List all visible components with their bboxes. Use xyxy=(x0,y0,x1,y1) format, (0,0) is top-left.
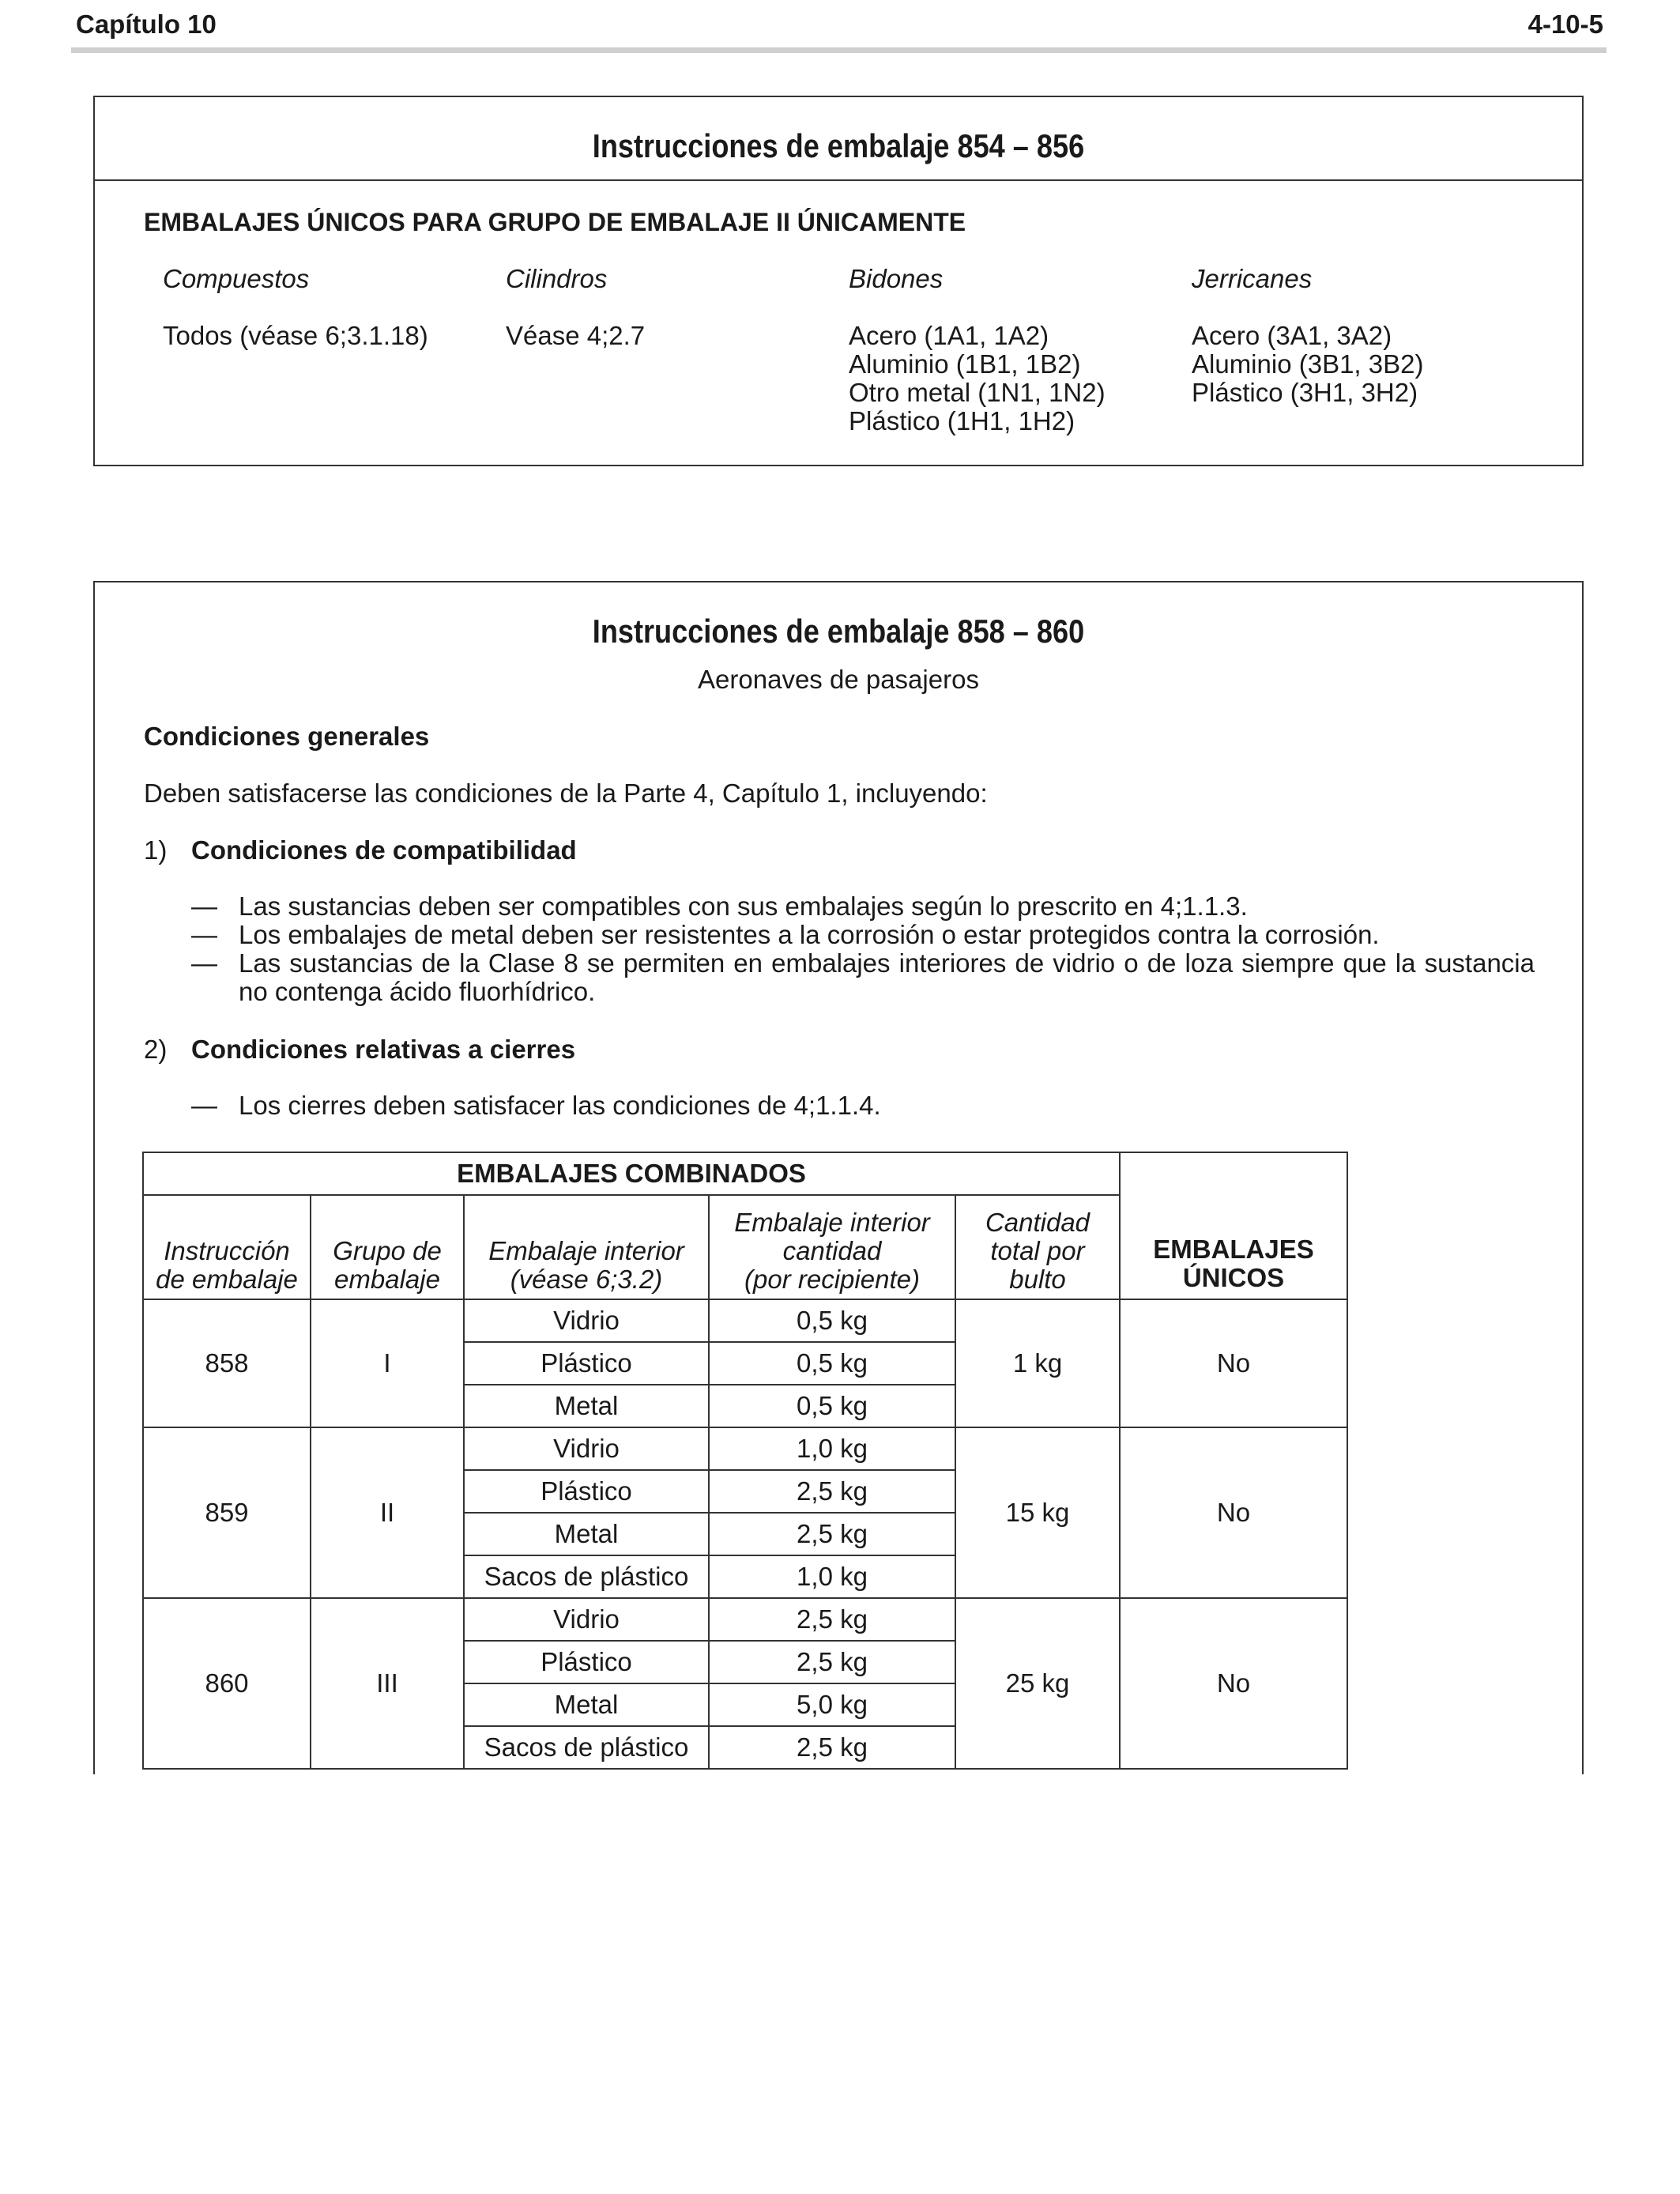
list-item-text: Los cierres deben satisfacer las condiciones de 4;1.1.4. xyxy=(239,1091,881,1120)
cell-inner-qty: 1,0 kg xyxy=(709,1555,955,1598)
cell-instruction: 858 xyxy=(143,1299,311,1427)
cell-inner-type: Plástico xyxy=(464,1641,709,1683)
packaging-column-bidones xyxy=(849,265,1106,435)
column-item: Todos (véase 6;3.1.18) xyxy=(163,321,428,350)
table-row xyxy=(143,1299,1347,1342)
list-item-text: Las sustancias deben ser compatibles con sus embalajes según lo prescrito en 4;1.1.3. xyxy=(239,892,1248,921)
cell-inner-qty: 2,5 kg xyxy=(709,1641,955,1683)
cell-inner-type: Vidrio xyxy=(464,1598,709,1641)
cell-inner-qty: 0,5 kg xyxy=(709,1385,955,1427)
cell-inner-type: Metal xyxy=(464,1513,709,1555)
cell-inner-type: Plástico xyxy=(464,1470,709,1513)
cell-inner-qty: 0,5 kg xyxy=(709,1342,955,1385)
cell-group: I xyxy=(311,1299,464,1427)
column-item: Plástico (1H1, 1H2) xyxy=(849,406,1075,435)
column-item: Véase 4;2.7 xyxy=(506,321,646,350)
heading-title: Condiciones de compatibilidad xyxy=(191,835,577,865)
running-header xyxy=(71,6,1607,41)
list-item xyxy=(191,1091,1535,1120)
column-head: Jerricanes xyxy=(1192,264,1313,293)
header-rule xyxy=(71,47,1607,53)
chapter-label: Capítulo 10 xyxy=(76,9,217,39)
packaging-column-compuestos xyxy=(163,265,428,350)
list-item-text: Los embalajes de metal deben ser resistentes a la corrosión o estar protegidos contra la corrosión. xyxy=(239,920,1380,949)
dash-marker: — xyxy=(191,948,217,978)
cell-inner-type: Sacos de plástico xyxy=(464,1555,709,1598)
cell-inner-qty: 2,5 kg xyxy=(709,1598,955,1641)
packing-instruction-854-856 xyxy=(93,96,1584,466)
cell-instruction: 859 xyxy=(143,1427,311,1598)
cell-inner-type: Vidrio xyxy=(464,1299,709,1342)
condition-list xyxy=(191,892,1535,1006)
cell-inner-type: Metal xyxy=(464,1385,709,1427)
title-row xyxy=(95,97,1582,181)
list-item xyxy=(191,921,1535,949)
cell-group: III xyxy=(311,1598,464,1769)
list-item xyxy=(191,892,1535,921)
packaging-column-jerricanes xyxy=(1192,265,1423,407)
col-header-instruction: Instrucción de embalaje xyxy=(143,1195,311,1299)
dash-marker: — xyxy=(191,892,217,921)
single-packagings-header: EMBALAJES ÚNICOS xyxy=(1120,1152,1347,1299)
section-heading: EMBALAJES ÚNICOS PARA GRUPO DE EMBALAJE II ÚNICAMENTE xyxy=(144,208,966,236)
list-item xyxy=(191,949,1535,1006)
table-row xyxy=(143,1598,1347,1641)
cell-single: No xyxy=(1120,1427,1347,1598)
cell-inner-qty: 2,5 kg xyxy=(709,1513,955,1555)
heading-number: 1) xyxy=(144,835,168,865)
cell-total: 15 kg xyxy=(955,1427,1120,1598)
column-item: Aluminio (1B1, 1B2) xyxy=(849,349,1081,379)
column-item: Plástico (3H1, 3H2) xyxy=(1192,378,1418,407)
cell-single: No xyxy=(1120,1598,1347,1769)
numbered-heading xyxy=(144,1035,575,1065)
column-item: Otro metal (1N1, 1N2) xyxy=(849,378,1106,407)
cell-inner-type: Plástico xyxy=(464,1342,709,1385)
pi-subtitle: Aeronaves de pasajeros xyxy=(698,665,979,694)
cell-group: II xyxy=(311,1427,464,1598)
pi-title: Instrucciones de embalaje 858 – 860 xyxy=(592,613,1085,650)
heading-number: 2) xyxy=(144,1035,168,1064)
column-head: Cilindros xyxy=(506,264,608,293)
cell-inner-type: Sacos de plástico xyxy=(464,1726,709,1769)
column-item: Aluminio (3B1, 3B2) xyxy=(1192,349,1424,379)
cell-inner-type: Vidrio xyxy=(464,1427,709,1470)
col-header-inner-qty: Embalaje interior cantidad (por recipiente) xyxy=(709,1195,955,1299)
packaging-column-cilindros xyxy=(506,265,645,350)
page-number: 4-10-5 xyxy=(1527,9,1603,39)
numbered-heading xyxy=(144,835,577,865)
col-header-inner: Embalaje interior (véase 6;3.2) xyxy=(464,1195,709,1299)
cell-inner-qty: 2,5 kg xyxy=(709,1470,955,1513)
column-head: Compuestos xyxy=(163,264,310,293)
cell-total: 1 kg xyxy=(955,1299,1120,1427)
col-header-group: Grupo de embalaje xyxy=(311,1195,464,1299)
condition-list xyxy=(191,1091,1535,1120)
cell-inner-qty: 5,0 kg xyxy=(709,1683,955,1726)
column-item: Acero (1A1, 1A2) xyxy=(849,321,1049,350)
pi-title: Instrucciones de embalaje 854 – 856 xyxy=(592,127,1085,164)
list-item-text: Las sustancias de la Clase 8 se permiten en embalajes interiores de vidrio o de loza siempre que la sustancia no contenga ácido fluorhídrico. xyxy=(239,948,1535,1006)
general-conditions-heading: Condiciones generales xyxy=(144,722,430,751)
cell-inner-type: Metal xyxy=(464,1683,709,1726)
column-item: Acero (3A1, 3A2) xyxy=(1192,321,1392,350)
cell-instruction: 860 xyxy=(143,1598,311,1769)
cell-inner-qty: 2,5 kg xyxy=(709,1726,955,1769)
column-head: Bidones xyxy=(849,264,944,293)
combined-packagings-header: EMBALAJES COMBINADOS xyxy=(143,1152,1120,1195)
cell-total: 25 kg xyxy=(955,1598,1120,1769)
col-header-total-qty: Cantidad total por bulto xyxy=(955,1195,1120,1299)
cell-single: No xyxy=(1120,1299,1347,1427)
intro-paragraph: Deben satisfacerse las condiciones de la Parte 4, Capítulo 1, incluyendo: xyxy=(144,778,988,808)
cell-inner-qty: 1,0 kg xyxy=(709,1427,955,1470)
dash-marker: — xyxy=(191,1091,217,1120)
heading-title: Condiciones relativas a cierres xyxy=(191,1035,576,1064)
packing-table xyxy=(142,1152,1348,1770)
dash-marker: — xyxy=(191,920,217,949)
cell-inner-qty: 0,5 kg xyxy=(709,1299,955,1342)
table-row xyxy=(143,1427,1347,1470)
